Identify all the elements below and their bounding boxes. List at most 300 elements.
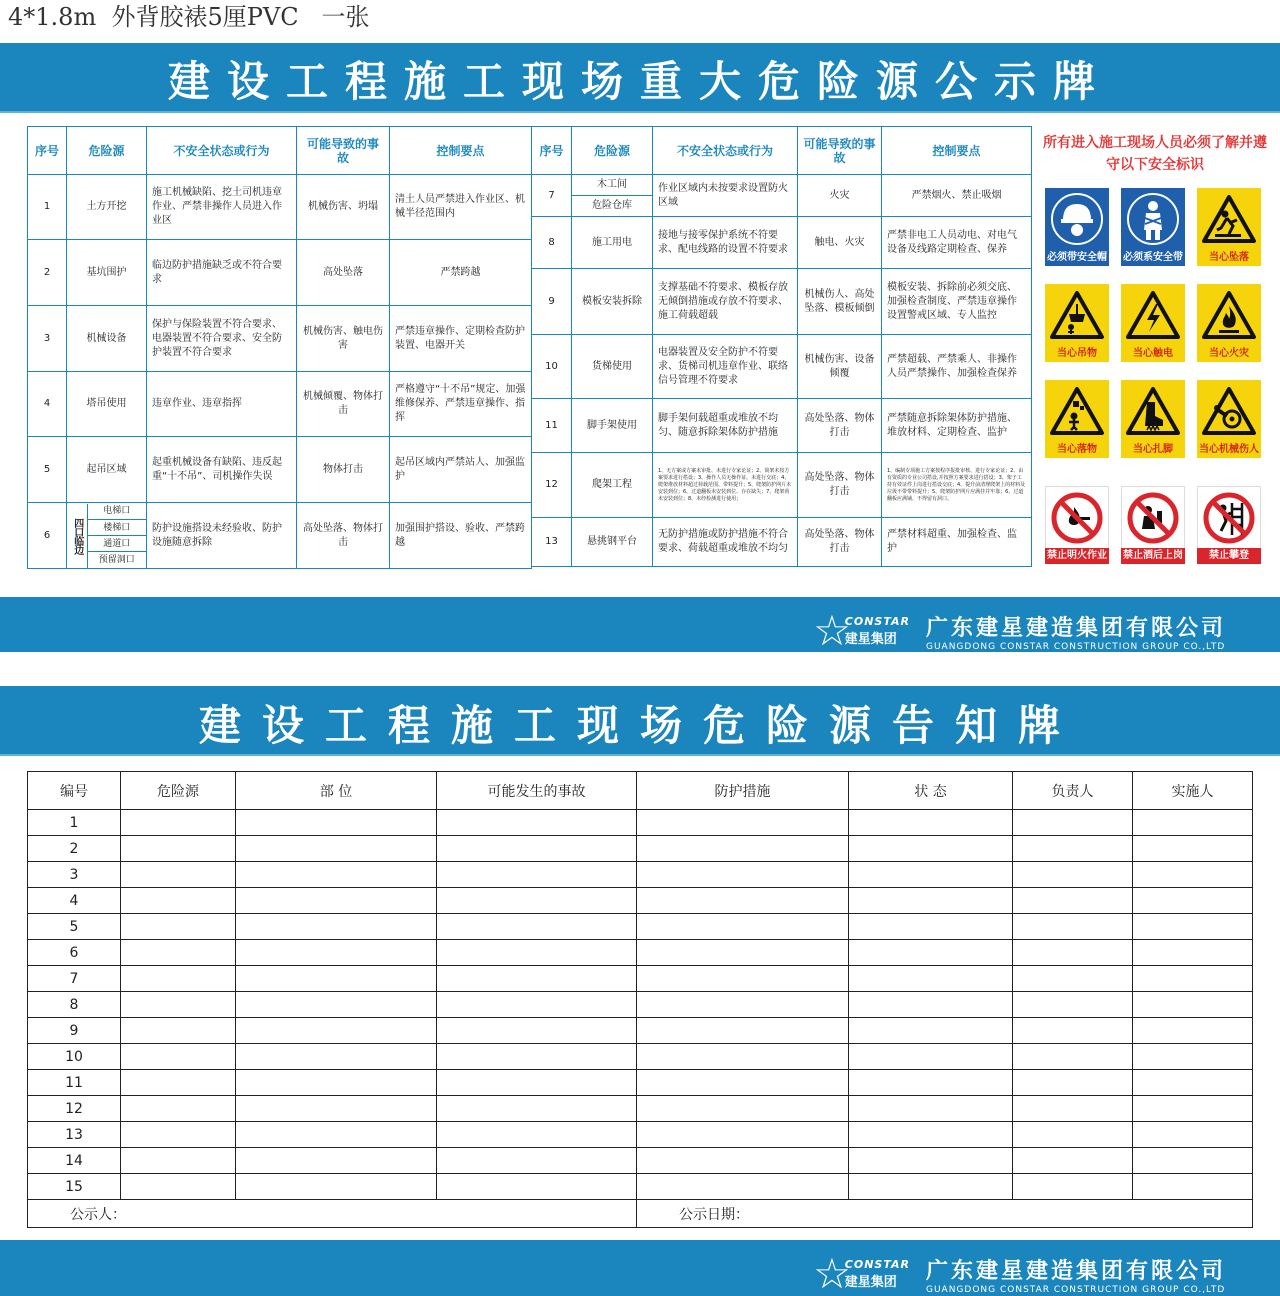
empty-cell — [1133, 966, 1253, 992]
empty-cell — [1133, 1148, 1253, 1174]
row-no: 5 — [28, 437, 67, 503]
empty-cell — [437, 1174, 637, 1200]
row-number: 12 — [28, 1096, 121, 1122]
empty-cell — [236, 1148, 437, 1174]
no-drinking-icon — [1126, 491, 1180, 545]
empty-cell — [121, 1044, 236, 1070]
empty-cell — [121, 1096, 236, 1122]
empty-cell — [1133, 888, 1253, 914]
table-row — [28, 1096, 1253, 1122]
row-source: 悬挑钢平台 — [572, 518, 653, 567]
table-row — [28, 914, 1253, 940]
sign-label: 禁止攀登 — [1197, 548, 1261, 564]
star-icon: ☆ — [813, 606, 851, 655]
row-accident: 机械伤害、坍塌 — [297, 175, 390, 240]
table-row — [532, 335, 1032, 399]
empty-cell — [849, 966, 1013, 992]
row-control: 起吊区域内严禁站人、加强监护 — [390, 437, 532, 503]
row-control: 严禁违章操作、定期检查防护装置、电器开关 — [390, 306, 532, 372]
row-accident: 高处坠落、物体打击 — [297, 503, 390, 569]
empty-cell — [637, 1148, 849, 1174]
empty-cell — [849, 992, 1013, 1018]
date-label: 公示日期： — [637, 1200, 1253, 1228]
row-no: 10 — [532, 335, 572, 399]
logo-cn: 建星集团 — [844, 1275, 897, 1290]
machine-injury-icon — [1201, 386, 1257, 436]
row-unsafe: 违章作业、违章指挥 — [147, 372, 297, 437]
empty-cell — [1013, 1096, 1133, 1122]
row-accident: 火灾 — [798, 175, 882, 217]
foot-puncture-icon — [1125, 386, 1181, 436]
empty-cell — [121, 992, 236, 1018]
empty-cell — [236, 862, 437, 888]
empty-cell — [1013, 1148, 1133, 1174]
empty-cell — [437, 1096, 637, 1122]
empty-cell — [1133, 914, 1253, 940]
row-accident: 高处坠落、物体打击 — [798, 518, 882, 567]
empty-cell — [1013, 810, 1133, 836]
empty-cell — [1133, 1018, 1253, 1044]
row-source: 木工间 — [572, 175, 653, 196]
row-number: 5 — [28, 914, 121, 940]
row-no: 6 — [28, 503, 67, 569]
row-source: 爬架工程 — [572, 453, 653, 518]
row-source: 土方开挖 — [67, 175, 147, 240]
row-accident: 机械伤人、高处坠落、模板倾倒 — [798, 269, 882, 335]
row-unsafe: 1、无方案或方案未审批、未进行专家论证；2、简架未按方案要求进行搭设；3、操作人员无操作证、未进行交底；4、爬架堆放材料超过荷载范围、带料提升；5、爬架防护网片未安装到位；6、过道翻板未安装到位、存在缺失；7、爬架荷未安装到位；8、未经检测进行使用； — [653, 453, 798, 518]
empty-cell — [849, 1174, 1013, 1200]
empty-cell — [437, 836, 637, 862]
notice-header-cell: 编号 — [28, 772, 121, 810]
empty-cell — [1133, 1174, 1253, 1200]
board2-title: 建设工程施工现场危险源告知牌 — [198, 701, 1081, 750]
row-source-group — [67, 503, 147, 569]
empty-cell — [236, 1122, 437, 1148]
print-spec-text: 4*1.8m 外背胶裱5厘PVC 一张 — [8, 3, 370, 31]
header-no: 序号 — [532, 127, 572, 175]
row-accident: 高处坠落、物体打击 — [798, 399, 882, 453]
logo-en: CONSTAR — [844, 1258, 910, 1271]
empty-cell — [637, 1122, 849, 1148]
notice-header-cell: 实施人 — [1133, 772, 1253, 810]
row-control: 严禁烟火、禁止吸烟 — [882, 175, 1032, 217]
empty-cell — [236, 836, 437, 862]
sign-label: 当心机械伤人 — [1197, 442, 1261, 458]
table-row — [28, 1148, 1253, 1174]
empty-cell — [121, 1122, 236, 1148]
table-header-row — [28, 127, 532, 175]
empty-cell — [236, 888, 437, 914]
empty-cell — [437, 940, 637, 966]
hazard-table-right — [531, 126, 1032, 567]
row-accident: 机械伤害、触电伤害 — [297, 306, 390, 372]
row-unsafe: 起重机械设备有缺陷、违反起重“十不吊”、司机操作失误 — [147, 437, 297, 503]
empty-cell — [1133, 810, 1253, 836]
empty-cell — [236, 1096, 437, 1122]
header-control: 控制要点 — [882, 127, 1032, 175]
row-unsafe: 电器装置及安全防护不符要求、货梯司机违章作业、联络信号管理不符要求 — [653, 335, 798, 399]
table-row — [28, 862, 1253, 888]
empty-cell — [1013, 966, 1133, 992]
row-control: 严禁随意拆除架体防护措施、堆放材料、定期检查、监护 — [882, 399, 1032, 453]
empty-cell — [437, 1148, 637, 1174]
publisher-label: 公示人： — [28, 1200, 637, 1228]
row-source: 模板安装拆除 — [572, 269, 653, 335]
empty-cell — [1013, 992, 1133, 1018]
sub-item: 通道口 — [87, 536, 146, 552]
board1-title: 建设工程施工现场重大危险源公示牌 — [167, 57, 1112, 106]
table-row — [28, 810, 1253, 836]
empty-cell — [1133, 1122, 1253, 1148]
empty-cell — [437, 1122, 637, 1148]
row-no: 1 — [28, 175, 67, 240]
sign-label: 禁止酒后上岗 — [1121, 548, 1185, 564]
empty-cell — [637, 1018, 849, 1044]
row-control: 严禁跨越 — [390, 240, 532, 306]
table-header-row — [28, 772, 1253, 810]
table-row — [28, 1070, 1253, 1096]
row-no: 12 — [532, 453, 572, 518]
empty-cell — [849, 1096, 1013, 1122]
sub-item: 电梯口 — [87, 504, 146, 520]
empty-cell — [637, 1096, 849, 1122]
empty-cell — [637, 992, 849, 1018]
sign-caution-foot-puncture — [1121, 380, 1185, 462]
sign-label: 当心扎脚 — [1121, 442, 1185, 458]
sign-caution-fall — [1197, 188, 1261, 270]
sign-caution-electric — [1121, 284, 1185, 366]
table-row — [28, 372, 532, 437]
row-source: 机械设备 — [67, 306, 147, 372]
company-brand — [813, 606, 1226, 655]
row-accident: 触电、火灾 — [798, 217, 882, 269]
sign-label: 当心触电 — [1121, 346, 1185, 362]
company-name-en: GUANGDONG CONSTAR CONSTRUCTION GROUP CO.,LTD — [925, 641, 1226, 652]
sign-label: 必须系安全带 — [1121, 250, 1185, 266]
empty-cell — [121, 1070, 236, 1096]
empty-cell — [236, 940, 437, 966]
row-accident: 机械伤害、设备倾覆 — [798, 335, 882, 399]
board2-footer — [0, 1240, 1280, 1296]
row-number: 3 — [28, 862, 121, 888]
company-logo — [813, 1249, 910, 1296]
sign-no-climbing — [1197, 486, 1261, 568]
empty-cell — [637, 862, 849, 888]
sign-caution-falling-objects — [1045, 380, 1109, 462]
row-number: 4 — [28, 888, 121, 914]
empty-cell — [1133, 1044, 1253, 1070]
empty-cell — [437, 1044, 637, 1070]
row-control: 清土人员严禁进入作业区、机械半径范围内 — [390, 175, 532, 240]
row-no: 9 — [532, 269, 572, 335]
row-number: 8 — [28, 992, 121, 1018]
table-row — [532, 175, 1032, 196]
table-header-row — [532, 127, 1032, 175]
table-row — [532, 518, 1032, 567]
empty-cell — [849, 836, 1013, 862]
board1-banner — [0, 43, 1280, 113]
company-brand — [813, 1249, 1226, 1296]
row-unsafe: 支撑基础不符要求、模板存放无倾倒措施或存放不符要求、施工荷载超载 — [653, 269, 798, 335]
empty-cell — [1013, 1044, 1133, 1070]
row-no: 2 — [28, 240, 67, 306]
empty-cell — [437, 966, 637, 992]
header-no: 序号 — [28, 127, 67, 175]
empty-cell — [437, 810, 637, 836]
empty-cell — [121, 940, 236, 966]
row-accident: 高处坠落 — [297, 240, 390, 306]
hazard-notice-table — [27, 771, 1253, 1228]
row-no: 11 — [532, 399, 572, 453]
falling-objects-icon — [1049, 386, 1105, 436]
row-number: 2 — [28, 836, 121, 862]
row-unsafe: 无防护措施或防护措施不符合要求、荷载超重或堆放不均匀 — [653, 518, 798, 567]
empty-cell — [1013, 1070, 1133, 1096]
fall-icon — [1201, 194, 1257, 244]
electric-shock-icon — [1125, 290, 1181, 340]
safety-harness-icon — [1126, 192, 1180, 246]
table-row — [28, 240, 532, 306]
table-row — [28, 1018, 1253, 1044]
sign-must-wear-helmet — [1045, 188, 1109, 270]
row-no: 4 — [28, 372, 67, 437]
empty-cell — [236, 1018, 437, 1044]
table-row — [28, 1044, 1253, 1070]
empty-cell — [1013, 1018, 1133, 1044]
row-no: 7 — [532, 175, 572, 217]
empty-cell — [236, 992, 437, 1018]
notice-header-cell: 危险源 — [121, 772, 236, 810]
row-control: 模板安装、拆除前必须交底、加强检查制度、严禁违章操作设置警戒区域、专人监控 — [882, 269, 1032, 335]
empty-cell — [637, 1070, 849, 1096]
table-row — [28, 1174, 1253, 1200]
header-source: 危险源 — [572, 127, 653, 175]
empty-cell — [1013, 862, 1133, 888]
hazard-table-left — [27, 126, 532, 569]
table-row — [28, 306, 532, 372]
empty-cell — [1133, 940, 1253, 966]
no-open-flame-icon — [1050, 491, 1104, 545]
company-name-cn: 广东建星建造集团有限公司 — [925, 1258, 1226, 1284]
empty-cell — [437, 1070, 637, 1096]
table-row — [532, 399, 1032, 453]
row-accident: 高处坠落、物体打击 — [798, 453, 882, 518]
notice-header-cell: 可能发生的事故 — [437, 772, 637, 810]
row-number: 14 — [28, 1148, 121, 1174]
empty-cell — [849, 1148, 1013, 1174]
row-source: 四口临边 — [67, 504, 87, 568]
empty-cell — [849, 1044, 1013, 1070]
table-row — [28, 888, 1253, 914]
table-row — [28, 503, 532, 569]
row-unsafe: 作业区域内未按要求设置防火区域 — [653, 175, 798, 217]
row-number: 1 — [28, 810, 121, 836]
empty-cell — [849, 940, 1013, 966]
empty-cell — [637, 1174, 849, 1200]
table-row — [532, 269, 1032, 335]
header-unsafe: 不安全状态或行为 — [653, 127, 798, 175]
empty-cell — [637, 810, 849, 836]
empty-cell — [236, 1044, 437, 1070]
row-number: 6 — [28, 940, 121, 966]
empty-cell — [1013, 1122, 1133, 1148]
row-control: 严禁非电工人员动电、对电气设备及线路定期检查、保养 — [882, 217, 1032, 269]
company-name-en: GUANGDONG CONSTAR CONSTRUCTION GROUP CO.,LTD — [925, 1284, 1226, 1295]
empty-cell — [1133, 1096, 1253, 1122]
sign-no-drinking — [1121, 486, 1185, 568]
empty-cell — [1013, 836, 1133, 862]
table-footer-row — [28, 1200, 1253, 1228]
row-unsafe: 防护设施搭设未经验收、防护设施随意拆除 — [147, 503, 297, 569]
notice-header-cell: 防护措施 — [637, 772, 849, 810]
row-source: 塔吊使用 — [67, 372, 147, 437]
row-accident: 机械倾覆、物体打击 — [297, 372, 390, 437]
empty-cell — [849, 810, 1013, 836]
logo-en: CONSTAR — [844, 615, 910, 628]
sign-label: 当心落物 — [1045, 442, 1109, 458]
sign-label: 必须带安全帽 — [1045, 250, 1109, 266]
empty-cell — [637, 1044, 849, 1070]
empty-cell — [1133, 862, 1253, 888]
row-control: 严格遵守“十不吊”规定、加强维修保养、严禁违章操作、指挥 — [390, 372, 532, 437]
empty-cell — [437, 992, 637, 1018]
sign-label: 当心火灾 — [1197, 346, 1261, 362]
row-control: 严禁超载、严禁乘人、非操作人员严禁操作、加强检查保养 — [882, 335, 1032, 399]
safety-notice-title: 所有进入施工现场人员必须了解并遵守以下安全标识 — [1043, 135, 1267, 173]
empty-cell — [236, 810, 437, 836]
empty-cell — [1013, 1174, 1133, 1200]
header-unsafe: 不安全状态或行为 — [147, 127, 297, 175]
row-source: 货梯使用 — [572, 335, 653, 399]
row-source: 基坑围护 — [67, 240, 147, 306]
notice-header-cell: 状 态 — [849, 772, 1013, 810]
empty-cell — [849, 862, 1013, 888]
empty-cell — [637, 836, 849, 862]
row-control: 严禁材料超重、加强检查、监护 — [882, 518, 1032, 567]
row-unsafe: 施工机械缺陷、挖土司机违章作业、严禁非操作人员进入作业区 — [147, 175, 297, 240]
board1-footer — [0, 597, 1280, 655]
notice-header-cell: 负责人 — [1013, 772, 1133, 810]
row-number: 10 — [28, 1044, 121, 1070]
board2-banner — [0, 686, 1280, 756]
empty-cell — [236, 1070, 437, 1096]
sign-no-open-flame — [1045, 486, 1109, 568]
star-icon: ☆ — [813, 1249, 851, 1296]
row-number: 13 — [28, 1122, 121, 1148]
header-accident: 可能导致的事故 — [297, 127, 390, 175]
row-no: 3 — [28, 306, 67, 372]
empty-cell — [849, 1018, 1013, 1044]
company-name-cn: 广东建星建造集团有限公司 — [925, 615, 1226, 641]
row-no: 8 — [532, 217, 572, 269]
empty-cell — [121, 1174, 236, 1200]
row-source: 施工用电 — [572, 217, 653, 269]
fire-icon — [1201, 290, 1257, 340]
empty-cell — [637, 940, 849, 966]
sign-label: 禁止明火作业 — [1045, 548, 1109, 564]
row-control: 加强围护搭设、验收、严禁跨越 — [390, 503, 532, 569]
sign-caution-machine-injury — [1197, 380, 1261, 462]
sign-label: 当心吊物 — [1045, 346, 1109, 362]
empty-cell — [121, 888, 236, 914]
row-number: 11 — [28, 1070, 121, 1096]
empty-cell — [236, 966, 437, 992]
empty-cell — [1013, 888, 1133, 914]
table-row — [28, 836, 1253, 862]
empty-cell — [849, 914, 1013, 940]
empty-cell — [121, 914, 236, 940]
empty-cell — [1013, 940, 1133, 966]
sign-caution-fire — [1197, 284, 1261, 366]
empty-cell — [849, 1070, 1013, 1096]
empty-cell — [121, 862, 236, 888]
header-source: 危险源 — [67, 127, 147, 175]
empty-cell — [849, 888, 1013, 914]
table-row — [28, 992, 1253, 1018]
empty-cell — [637, 888, 849, 914]
sign-caution-hanging-load — [1045, 284, 1109, 366]
sign-label: 当心坠落 — [1197, 250, 1261, 266]
table-row — [28, 1122, 1253, 1148]
empty-cell — [437, 1018, 637, 1044]
table-row — [28, 437, 532, 503]
row-source: 危险仓库 — [572, 196, 653, 217]
empty-cell — [121, 836, 236, 862]
table-row — [532, 217, 1032, 269]
empty-cell — [437, 914, 637, 940]
banner-divider — [0, 111, 1280, 113]
empty-cell — [121, 966, 236, 992]
empty-cell — [236, 1174, 437, 1200]
empty-cell — [121, 1148, 236, 1174]
empty-cell — [637, 966, 849, 992]
empty-cell — [437, 888, 637, 914]
company-logo — [813, 606, 910, 655]
row-unsafe: 脚手架何载超重或堆放不均匀、随意拆除架体防护措施 — [653, 399, 798, 453]
table-row — [28, 966, 1253, 992]
empty-cell — [437, 862, 637, 888]
empty-cell — [121, 1018, 236, 1044]
header-control: 控制要点 — [390, 127, 532, 175]
empty-cell — [637, 914, 849, 940]
row-control: 1、编制专项施工方案按程序报批审核、进行专家论证；2、由有资质的专业公司搭设,并按照方案要求进行搭设；3、架子工持有效证件上岗进行搭设交底；4、提升前清理爬架上的材料及垃圾不带带料提升；5、爬架防护网片应满挂并牢靠；6、过道翻板应满铺、不得留有洞口。 — [882, 453, 1032, 518]
header-accident: 可能导致的事故 — [798, 127, 882, 175]
empty-cell — [1133, 992, 1253, 1018]
empty-cell — [236, 914, 437, 940]
row-unsafe: 临边防护措施缺乏或不符合要求 — [147, 240, 297, 306]
row-accident: 物体打击 — [297, 437, 390, 503]
row-number: 7 — [28, 966, 121, 992]
table-row — [28, 940, 1253, 966]
row-source: 脚手架使用 — [572, 399, 653, 453]
empty-cell — [1013, 914, 1133, 940]
no-climbing-icon — [1202, 491, 1256, 545]
empty-cell — [849, 1122, 1013, 1148]
row-source: 起吊区域 — [67, 437, 147, 503]
row-number: 15 — [28, 1174, 121, 1200]
empty-cell — [1133, 1070, 1253, 1096]
hanging-load-icon — [1049, 290, 1105, 340]
row-unsafe: 保护与保险装置不符合要求、电器装置不符合要求、安全防护装置不符合要求 — [147, 306, 297, 372]
row-unsafe: 接地与接零保护系统不符要求、配电线路的设置不符要求 — [653, 217, 798, 269]
table-row — [28, 175, 532, 240]
sub-item: 楼梯口 — [87, 520, 146, 536]
sign-must-wear-harness — [1121, 188, 1185, 270]
sub-item: 预留洞口 — [98, 554, 135, 565]
row-no: 13 — [532, 518, 572, 567]
empty-cell — [1133, 836, 1253, 862]
banner-divider — [0, 754, 1280, 756]
